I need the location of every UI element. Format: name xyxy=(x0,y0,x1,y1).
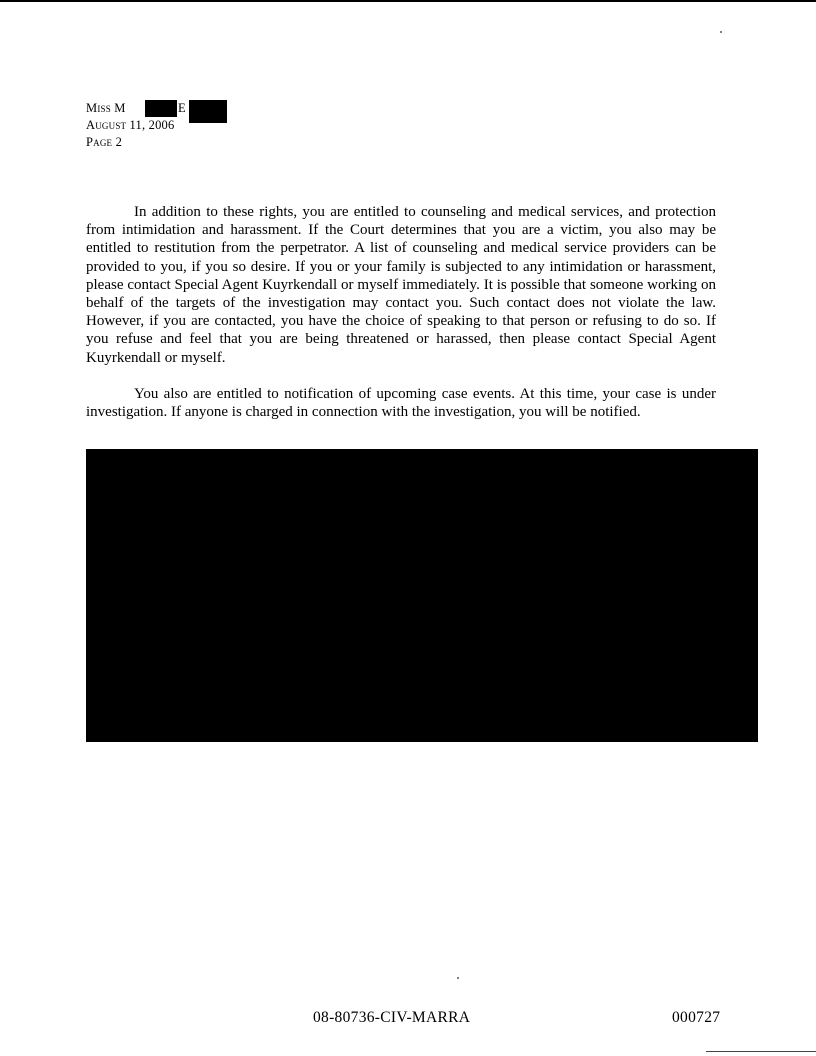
recipient-prefix: Miss M xyxy=(86,101,126,115)
scan-top-edge xyxy=(0,0,816,2)
redaction-block xyxy=(86,449,758,742)
letter-body xyxy=(86,203,716,439)
redaction-mark xyxy=(145,100,177,117)
body-paragraph: In addition to these rights, you are entitled to counseling and medical services, and protection from intimidation and harassment. If the Court determines that you are a victim, you also may be entitled to restitution from the perpetrator. A list of counseling and medical service providers can be provided to you, if you so desire. If you or your family is subjected to any intimidation or harassment, please contact Special Agent Kuyrkendall or myself immediately. It is possible that someone working on behalf of the targets of the investigation may contact you. Such contact does not violate the law. However, if you are contacted, you have the choice of speaking to that person or refusing to do so. If you refuse and feel that you are being threatened or harassed, then please contact Special Agent Kuyrkendall or myself. xyxy=(86,204,716,366)
scan-bottom-edge xyxy=(706,1051,816,1052)
recipient-fragment: E xyxy=(178,101,186,115)
scan-speck xyxy=(457,977,459,979)
page-number: 000727 xyxy=(672,1009,721,1026)
page-label: Page 2 xyxy=(86,135,123,149)
body-paragraph: You also are entitled to notification of upcoming case events. At this time, your case is under investigation. If anyone is charged in connection with the investigation, you will be notified. xyxy=(86,385,716,421)
letter-header xyxy=(86,100,186,151)
scan-speck xyxy=(720,31,722,33)
bates-number: 08-80736-CIV-MARRA xyxy=(313,1009,471,1026)
redaction-mark xyxy=(189,100,227,123)
date-line: August 11, 2006 xyxy=(86,118,175,132)
recipient-line xyxy=(86,100,186,117)
